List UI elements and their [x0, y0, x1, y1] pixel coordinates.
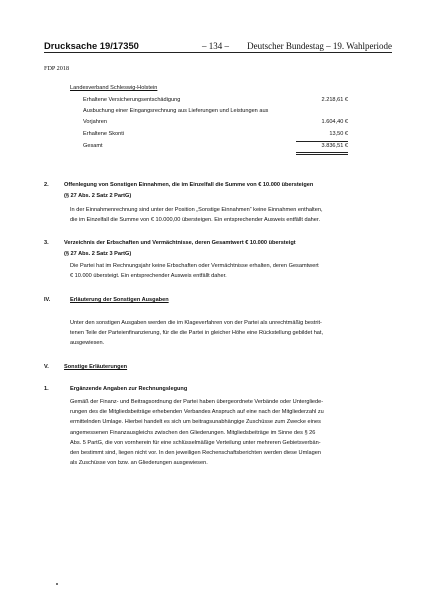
- section-2-title: Offenlegung von Sonstigen Einnahmen, die im Einzelfall die Summe von € 10.000 übersteigen: [64, 182, 314, 188]
- drucksache-number: 17350: [112, 40, 139, 51]
- body-line: die im Einzelfall die Summe von € 10.000,00 übersteigen. Ein entsprechender Ausweis entfällt daher.: [70, 217, 321, 224]
- total-double-rule-1: [296, 152, 348, 153]
- body-line: tenen Teile der Parteienfinanzierung, für die die Partei in gleicher Höhe eine Rückstellung gebildet hat,: [70, 330, 324, 337]
- body-line: € 10.000 übersteigt. Ein entsprechender Ausweis entfällt daher.: [70, 273, 227, 280]
- subsection-1-number: 1.: [44, 386, 49, 392]
- parliament-term: Deutscher Bundestag – 19. Wahlperiode: [247, 40, 392, 51]
- section-2-number: 2.: [44, 182, 49, 188]
- party-year-label: FDP 2018: [44, 65, 70, 72]
- table-row-amount: 13,50 €: [329, 131, 348, 137]
- body-line: Unter den sonstigen Ausgaben werden die im Klageverfahren von der Partei als unrechtmäßig bestrit-: [70, 320, 322, 326]
- section-2-ref: (§ 27 Abs. 2 Satz 2 PartG): [64, 193, 132, 199]
- section-3-body: [70, 261, 319, 281]
- subsection-1-body: [70, 397, 324, 468]
- header-rule: [44, 52, 392, 53]
- section-iv-body: [70, 318, 323, 349]
- section-3-title: Verzeichnis der Erbschaften und Vermächtnisse, deren Gesamtwert € 10.000 übersteigt: [64, 240, 296, 246]
- table-total-label: Gesamt: [83, 143, 103, 149]
- section-3-ref: (§ 27 Abs. 2 Satz 3 PartG): [64, 251, 132, 257]
- section-iv-number: IV.: [44, 297, 51, 303]
- table-total-amount: 3.836,51 €: [321, 143, 348, 149]
- table-row-label: Erhaltene Skonti: [83, 131, 125, 137]
- page-number: – 134 –: [202, 40, 229, 51]
- table-row-label: Erhaltene Versicherungsentschädigung: [83, 97, 181, 103]
- body-line: angemessenen Finanzausgleichs zwischen den Gliederungen. Mitgliedsbeiträge im Sinne des § 26: [70, 429, 316, 436]
- body-line: als Zuschüsse von bzw. an Gliederungen ausgewiesen.: [70, 460, 208, 467]
- scan-artifact: [56, 583, 58, 585]
- table-row-amount: 1.604,40 €: [321, 119, 348, 125]
- table-row-label: Ausbuchung einer Eingangsrechnung aus Lieferungen und Leistungen aus: [83, 108, 269, 114]
- table-heading: Landesverband Schleswig-Holstein: [70, 85, 158, 91]
- drucksache-label: Drucksache 19/17350: [44, 40, 139, 51]
- section-3-number: 3.: [44, 240, 49, 246]
- section-v-title: Sonstige Erläuterungen: [64, 364, 128, 370]
- section-iv-title: Erläuterung der Sonstigen Ausgaben: [70, 297, 169, 303]
- running-header: [44, 40, 392, 52]
- total-double-rule-2: [296, 154, 348, 155]
- body-line: den bestimmt sind, liegen nicht vor. In den jeweiligen Rechenschaftsberichten werden diese Umlagen: [70, 450, 321, 457]
- section-2-body: [70, 205, 323, 225]
- body-line: Abs. 5 PartG, die von vornherein für eine schlüsselmäßige Verteilung unter mehreren Gebietsverbän-: [70, 439, 321, 446]
- body-line: ausgewiesen.: [70, 340, 105, 347]
- sum-rule: [296, 141, 348, 142]
- subsection-1-title: Ergänzende Angaben zur Rechnungslegung: [70, 386, 188, 392]
- body-line: Gemäß der Finanz- und Beitragsordnung der Partei haben übergeordnete Verbände oder Untergliede-: [70, 399, 324, 405]
- table-row-amount: 2.218,61 €: [321, 97, 348, 103]
- body-line: ermittelnden Umlage. Hierbei handelt es sich um beitragsunabhängige Zuschüsse zum Zwecke eines: [70, 419, 321, 426]
- body-line: Die Partei hat im Rechnungsjahr keine Erbschaften oder Vermächtnisse erhalten, deren Gesamtwert: [70, 263, 319, 269]
- section-v-number: V.: [44, 364, 49, 370]
- table-row-label: Vorjahren: [83, 119, 107, 125]
- body-line: In der Einnahmenrechnung sind unter der Position „Sonstige Einnahmen“ keine Einnahmen enthalten,: [70, 207, 323, 213]
- body-line: rungen des die Mitgliedsbeiträge erhebenden Verbandes Anspruch auf eine nach der Mitgliederzahl zu: [70, 409, 324, 416]
